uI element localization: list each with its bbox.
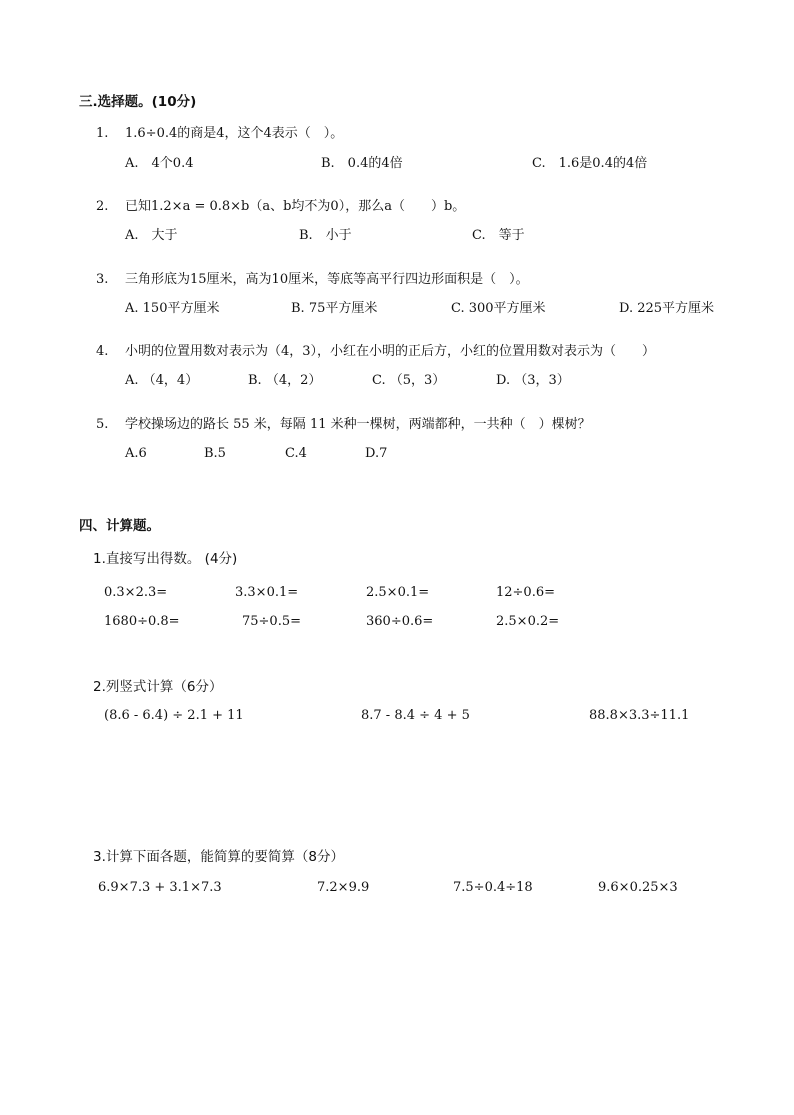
calc-row2-item4: 2.5×0.2= [496,614,560,629]
question-3-option-c: C. 300平方厘米 [451,301,546,316]
calc-row2-item2: 75÷0.5= [242,614,302,629]
question-4-number: 4. [96,344,109,359]
question-5-option-d: D.7 [365,446,388,461]
question-4-option-d: D. （3，3） [496,373,570,388]
question-5-option-c: C.4 [285,446,307,461]
vertical-calc-item1: (8.6 - 6.4) ÷ 2.1 + 11 [104,708,244,723]
question-3-stem: 三角形底为15厘米，高为10厘米，等底等高平行四边形面积是（ ）。 [125,272,529,287]
question-2-option-c: C. 等于 [472,228,525,243]
question-2-option-b: B. 小于 [299,228,352,243]
simplify-item4: 9.6×0.25×3 [598,880,678,895]
part1-title: 1.直接写出得数。 (4分) [93,551,238,567]
question-2-stem: 已知1.2×a = 0.8×b（a、b均不为0），那么a（ ）b。 [125,199,466,214]
question-4-option-c: C. （5，3） [372,373,446,388]
question-1-option-a: A. 4个0.4 [125,156,194,171]
question-1-option-b: B. 0.4的4倍 [321,156,403,171]
calc-row2-item3: 360÷0.6= [366,614,434,629]
simplify-item1: 6.9×7.3 + 3.1×7.3 [98,880,222,895]
vertical-calc-item2: 8.7 - 8.4 ÷ 4 + 5 [361,708,470,723]
question-2-number: 2. [96,199,109,214]
calc-row1-item2: 3.3×0.1= [235,585,299,600]
question-1-option-c: C. 1.6是0.4的4倍 [532,156,648,171]
question-4-stem: 小明的位置用数对表示为（4，3），小红在小明的正后方，小红的位置用数对表示为（ ） [125,344,656,359]
question-4-option-a: A. （4，4） [125,373,199,388]
section3-title: 三.选择题。(10分) [79,94,197,110]
question-1-number: 1. [96,126,109,141]
calc-row1-item1: 0.3×2.3= [104,585,168,600]
question-2-option-a: A. 大于 [125,228,178,243]
section4-title: 四、计算题。 [79,518,160,534]
part3-title: 3.计算下面各题，能简算的要简算（8分） [93,849,344,865]
part2-title: 2.列竖式计算（6分） [93,679,223,695]
vertical-calc-item3: 88.8×3.3÷11.1 [589,708,690,723]
question-5-stem: 学校操场边的路长 55 米，每隔 11 米种一棵树，两端都种，一共种（ ）棵树？ [125,417,591,432]
question-4-option-b: B. （4，2） [248,373,322,388]
question-5-option-b: B.5 [204,446,226,461]
question-5-option-a: A.6 [125,446,147,461]
question-5-number: 5. [96,417,109,432]
calc-row2-item1: 1680÷0.8= [104,614,180,629]
question-1-stem: 1.6÷0.4的商是4，这个4表示（ ）。 [125,126,344,141]
calc-row1-item4: 12÷0.6= [496,585,556,600]
question-3-option-b: B. 75平方厘米 [291,301,378,316]
calc-row1-item3: 2.5×0.1= [366,585,430,600]
simplify-item3: 7.5÷0.4÷18 [453,880,533,895]
simplify-item2: 7.2×9.9 [317,880,370,895]
question-3-number: 3. [96,272,109,287]
question-3-option-d: D. 225平方厘米 [619,301,715,316]
question-3-option-a: A. 150平方厘米 [125,301,220,316]
